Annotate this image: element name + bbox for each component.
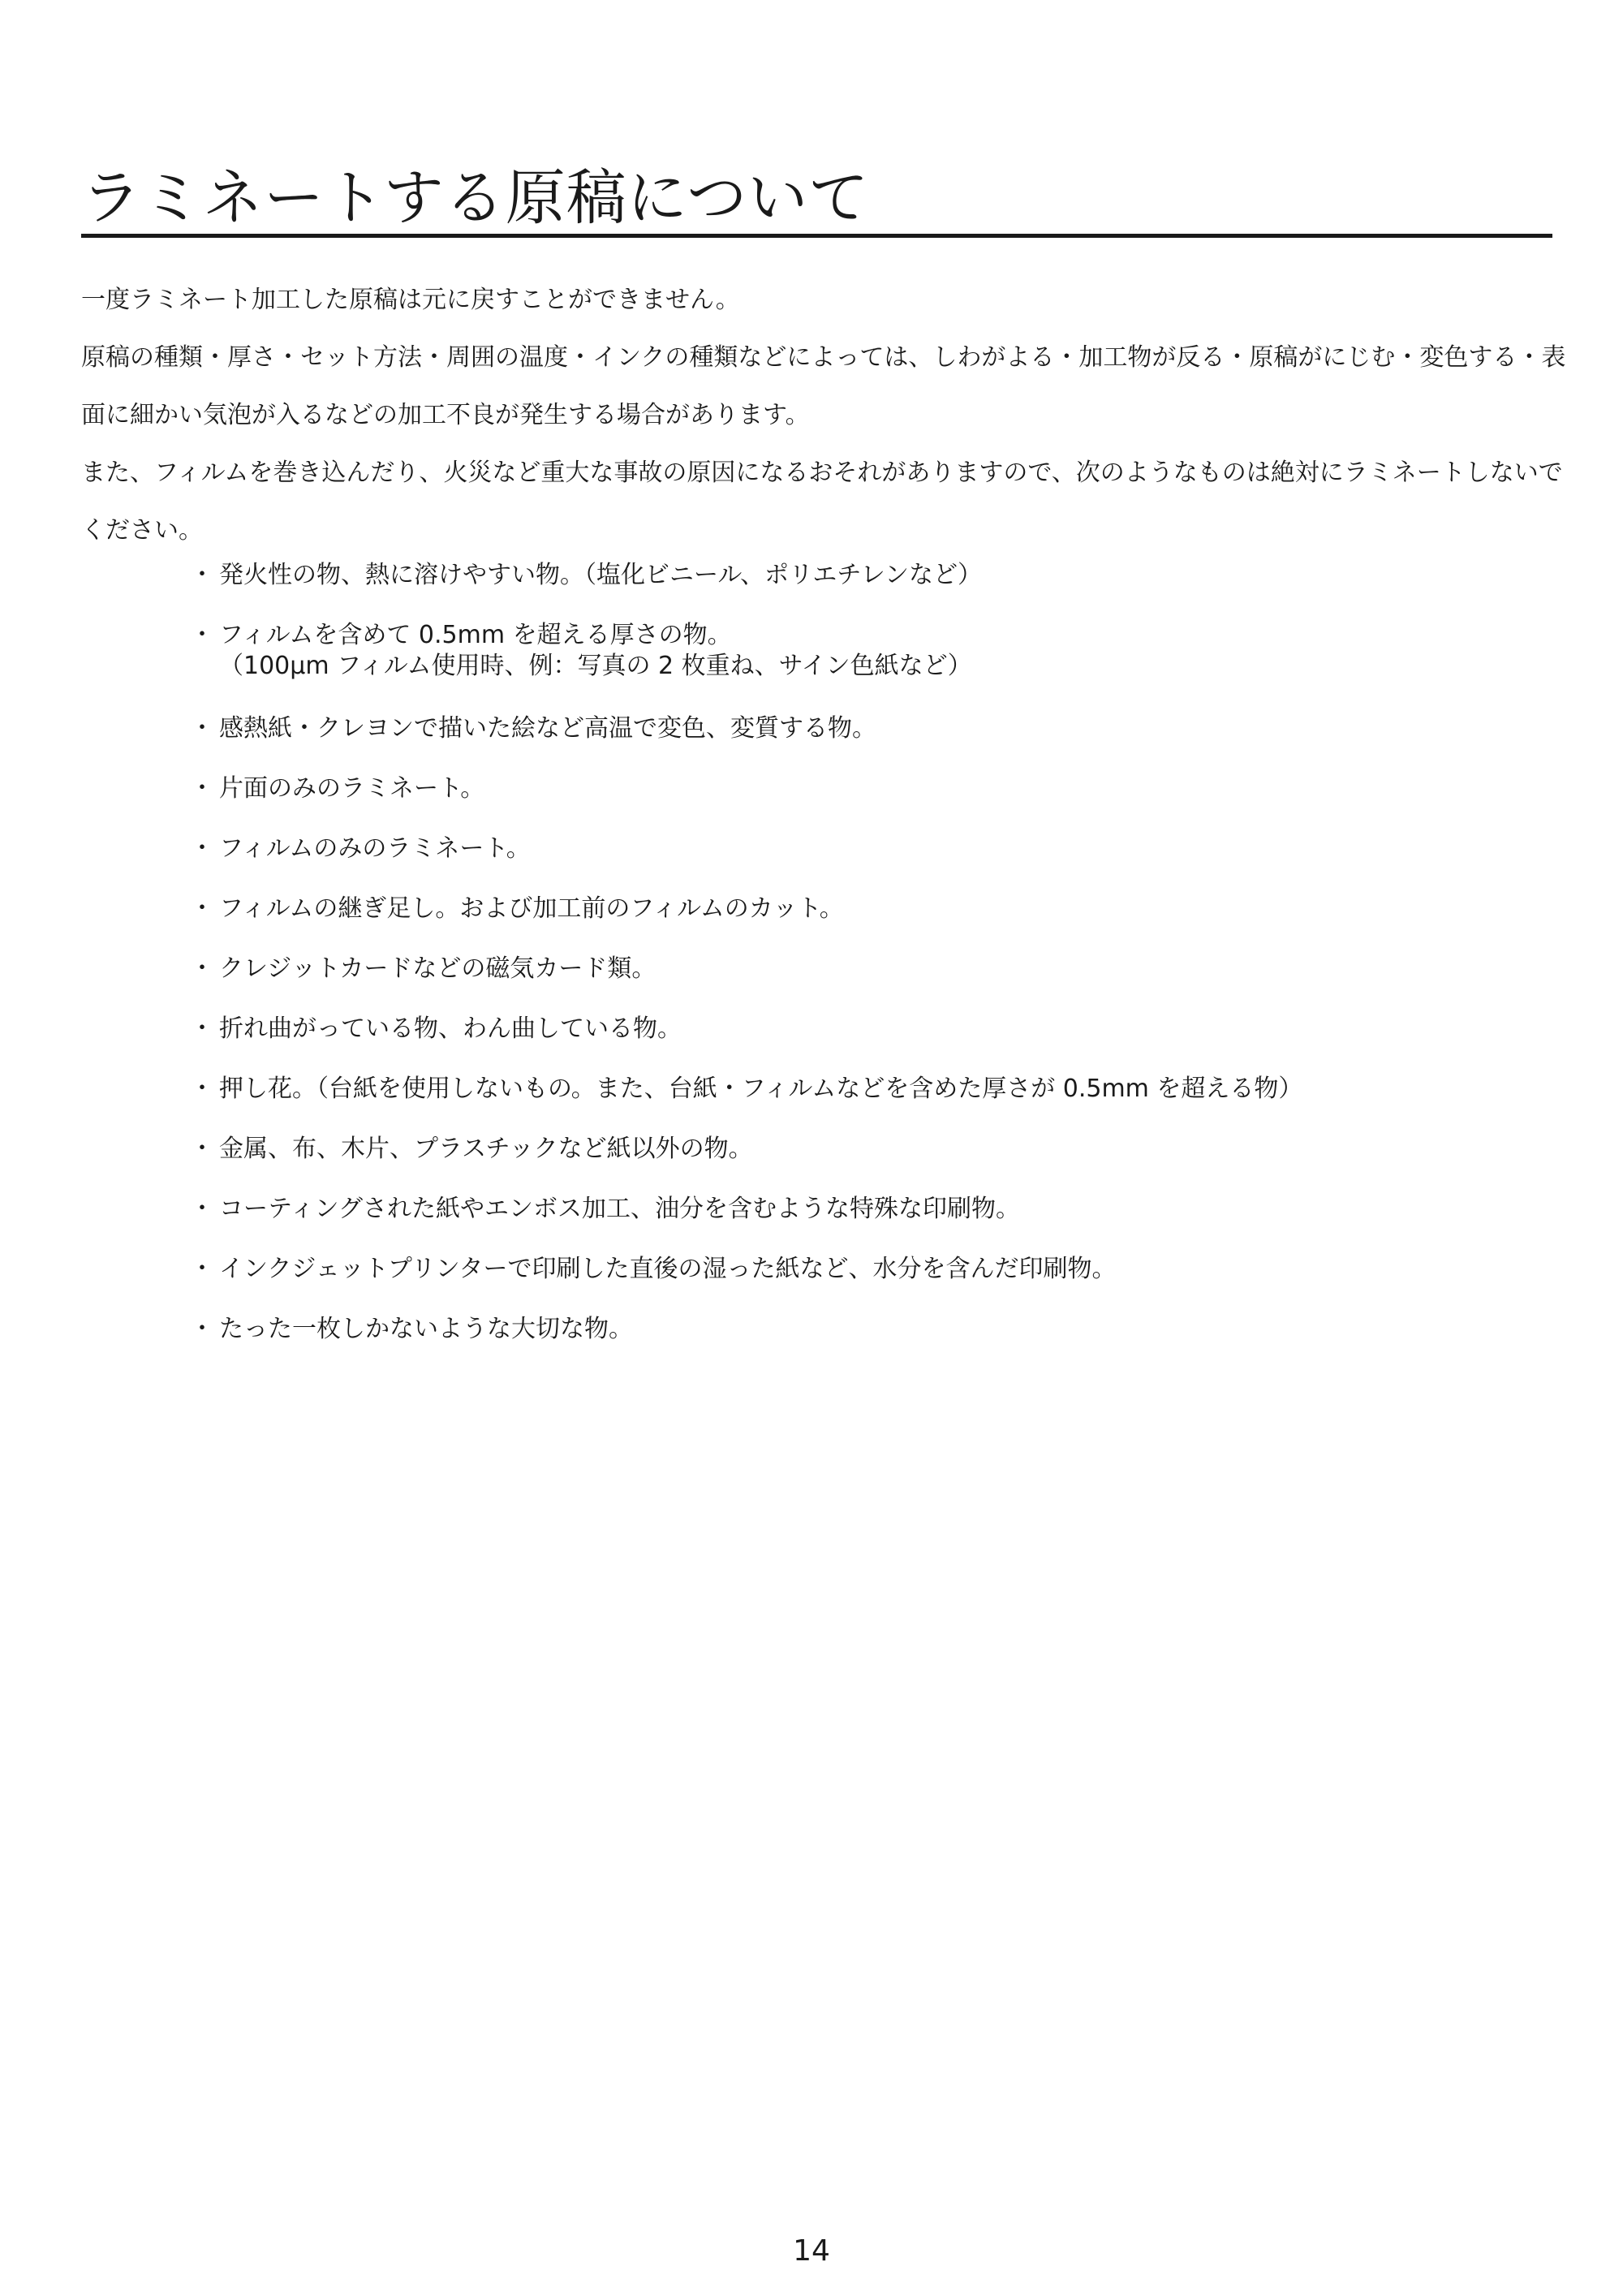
list-item-text: コーティングされた紙やエンボス加工、油分を含むような特殊な印刷物。 <box>219 1195 1020 1223</box>
list-item <box>187 1074 1302 1105</box>
page-title: ラミネートする原稿について <box>81 163 870 233</box>
title-underline <box>81 234 1552 238</box>
list-item-text: 片面のみのラミネート。 <box>219 774 485 803</box>
prohibited-items-list <box>187 560 1302 1374</box>
bullet-dot-icon: ・ <box>190 1135 214 1163</box>
list-item <box>187 1134 1302 1165</box>
bullet-dot-icon: ・ <box>190 774 214 803</box>
list-item-text: 感熱紙・クレヨンで描いた絵など高温で変色、変質する物。 <box>219 714 876 743</box>
bullet-dot-icon: ・ <box>190 1014 214 1043</box>
bullet-dot-icon: ・ <box>190 834 214 863</box>
list-item-text: インクジェットプリンターで印刷した直後の湿った紙など、水分を含んだ印刷物。 <box>219 1255 1117 1283</box>
list-item-text: クレジットカードなどの磁気カード類。 <box>219 954 657 983</box>
page-number: 14 <box>793 2234 830 2268</box>
list-item-text: フィルムのみのラミネート。 <box>219 834 531 863</box>
list-item <box>187 1254 1302 1285</box>
list-item-text: 発火性の物、熱に溶けやすい物。（塩化ビニール、ポリエチレンなど） <box>219 561 983 589</box>
list-item <box>187 560 1302 591</box>
intro-paragraph-3: また、フィルムを巻き込んだり、火災など重大な事故の原因になるおそれがありますので、次のようなものは絶対にラミネートしないでください。 <box>81 459 1563 545</box>
list-item <box>187 1314 1302 1345</box>
bullet-dot-icon: ・ <box>190 714 214 743</box>
list-item-text: 金属、布、木片、プラスチックなど紙以外の物。 <box>219 1135 753 1163</box>
bullet-dot-icon: ・ <box>190 894 214 923</box>
intro-paragraph-2: 原稿の種類・厚さ・セット方法・周囲の温度・インクの種類などによっては、しわがよる・加工物が反る・原稿がにじむ・変色する・表面に細かい気泡が入るなどの加工不良が発生する場合があります。 <box>81 343 1566 429</box>
list-item <box>187 1014 1302 1045</box>
bullet-dot-icon: ・ <box>190 954 214 983</box>
bullet-dot-icon: ・ <box>190 1315 214 1343</box>
list-item <box>187 954 1302 984</box>
list-item-text: フィルムの継ぎ足し。および加工前のフィルムのカット。 <box>219 894 844 923</box>
list-item-text: フィルムを含めて 0.5mm を超える厚さの物。 <box>219 621 732 649</box>
list-item-text: たった一枚しかないような大切な物。 <box>219 1315 633 1343</box>
bullet-dot-icon: ・ <box>190 621 214 649</box>
bullet-dot-icon: ・ <box>190 1255 214 1283</box>
bullet-dot-icon: ・ <box>190 1195 214 1223</box>
list-item-text: 押し花。（台紙を使用しないもの。また、台紙・フィルムなどを含めた厚さが 0.5mm を超える物） <box>219 1075 1303 1103</box>
list-item <box>187 834 1302 864</box>
list-item <box>187 713 1302 744</box>
list-item <box>187 773 1302 804</box>
bullet-dot-icon: ・ <box>190 561 214 589</box>
intro-text <box>81 271 1566 559</box>
list-item <box>187 894 1302 924</box>
list-item-note: （100μm フィルム使用時、例：写真の 2 枚重ね、サイン色紙など） <box>219 652 972 680</box>
list-item <box>187 620 1302 682</box>
list-item-text: 折れ曲がっている物、わん曲している物。 <box>219 1014 682 1043</box>
intro-paragraph-1: 一度ラミネート加工した原稿は元に戻すことができません。 <box>81 286 740 314</box>
bullet-dot-icon: ・ <box>190 1075 214 1103</box>
list-item <box>187 1194 1302 1225</box>
